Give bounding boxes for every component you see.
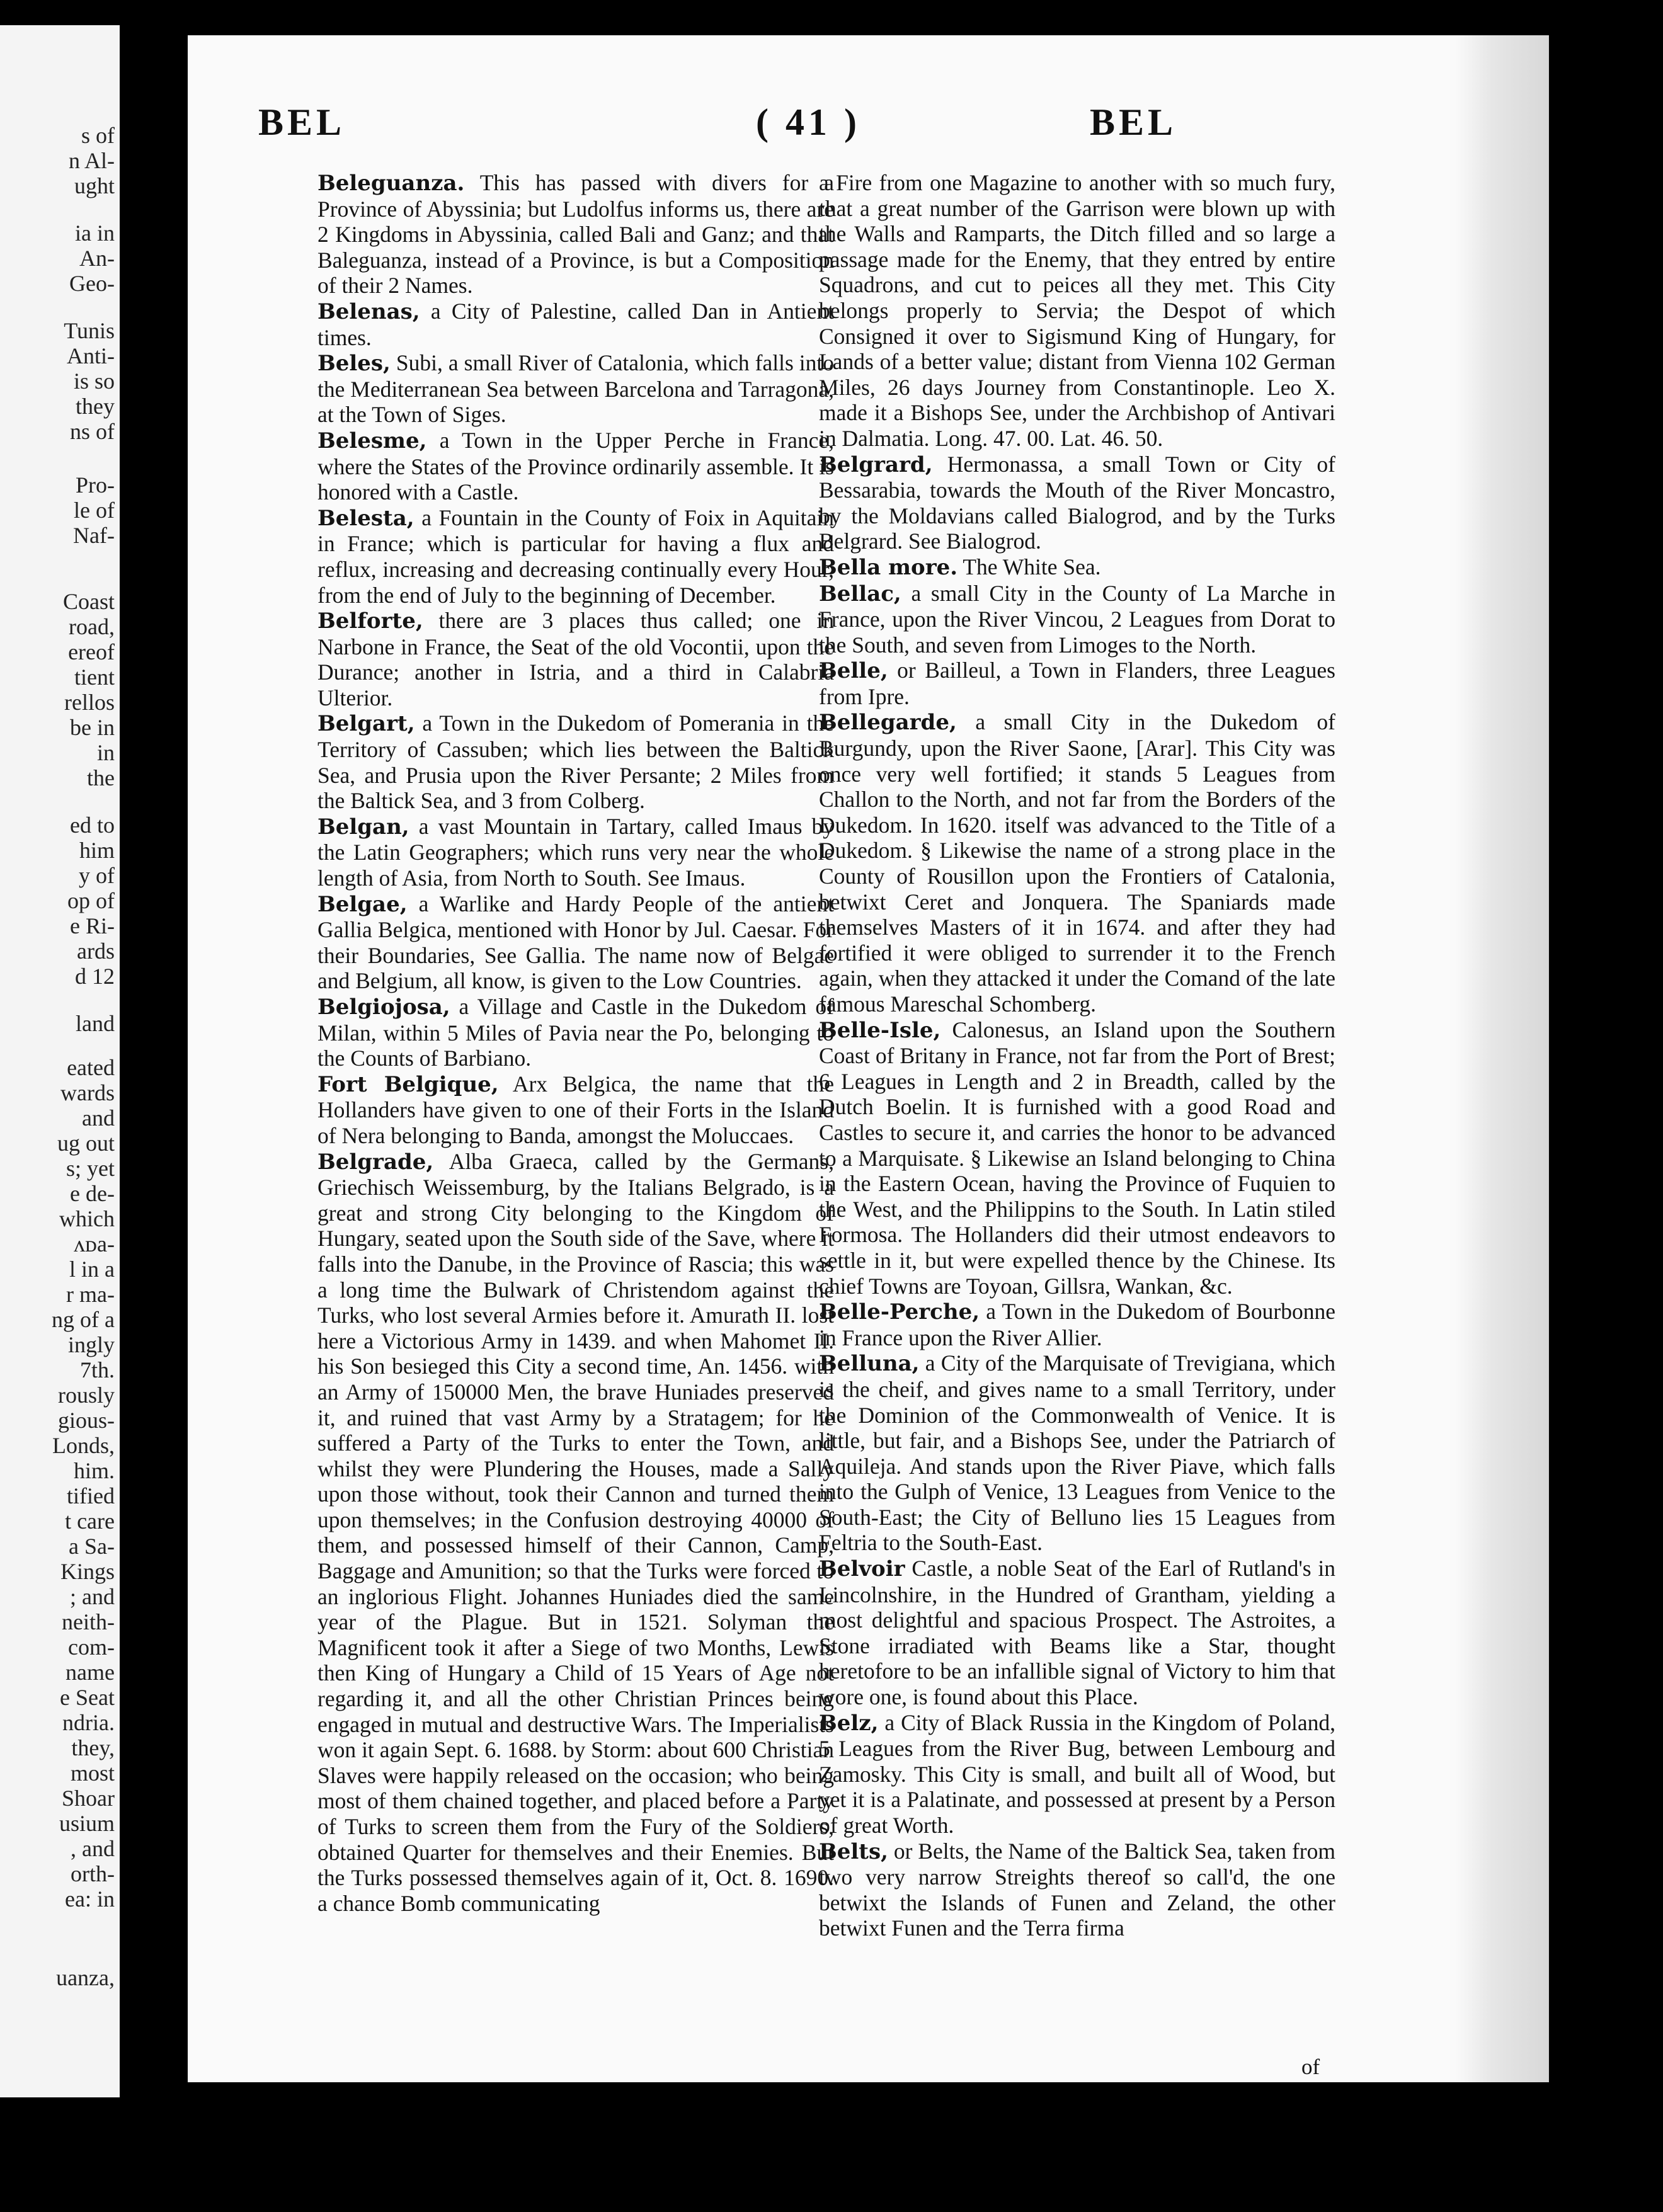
entry-text: Alba Graeca, called by the Germans, Griechisch Weissemburg, by the Italians Belgrado, is a great and strong City belonging to the Kingdom of Hungary, seated upon the South side of the Save, where it falls into the Danube, in the Province of Rascia; this was a long time the Bulwark of Christendom against the Turks, who lost several Armies before it. Amurath II. lost here a Victorious Army in 1439. and when Mahomet II. his Son besieged this City a second time, An. 1456. with an Army of 150000 Men, the brave Huniades preserved it, and ruined that vast Army by a Stratagem; for he suffered a Party of the Turks to enter the Town, and whilst they were Plundering the Houses, made a Sally upon those without, took their Cannon and turned them upon themselves; in the Confusion destroying 40000 of them, and possessed himself of their Cannon, Camp, Baggage and Amunition; so that the Turks were forced to an inglorious Flight. Johannes Huniades died the same year of the Plague. But in 1521. Solyman the Magnificent took it after a Siege of two Months, Lewis then King of Hungary a Child of 15 Years of Age not regarding it, and all the other Christian Princes being engaged in mutual and destructive Wars. The Imperialists won it again Sept. 6. 1688. by Storm: about 600 Christian Slaves were happily released on the occasion; who being most of them chained together, and placed before a Party of Turks to screen them from the Fury of the Soldiers, obtained Quarter for themselves and their Enemies. But the Turks possessed themselves again of it, Oct. 8. 1690. a chance Bomb communicating — [317, 1148, 834, 1916]
entry-text: This has passed with divers for a Province of Abyssinia; but Ludolfus informs us, there are 2 Kingdoms in Abyssinia, called Bali and Ganz; and that Baleguanza, instead of a Province, is but a Composition of their 2 Names. — [317, 170, 834, 299]
entry-headword: Belenas, — [317, 299, 420, 324]
previous-page-text-fragment: they — [76, 394, 115, 419]
previous-page-text-fragment: ᴧᴅa- — [74, 1231, 115, 1257]
previous-page-text-fragment: be in — [70, 715, 115, 740]
entry-text: a Village and Castle in the Dukedom of Milan, within 5 Miles of Pavia near the Po, belonging to the Counts of Barbiano. — [317, 994, 834, 1071]
entry-headword: Belgart, — [317, 711, 415, 737]
entry-headword: Beles, — [317, 351, 391, 377]
previous-page-text-fragment: com- — [68, 1634, 115, 1660]
catchword: of — [1301, 2055, 1320, 2079]
previous-page-text-fragment: the — [87, 765, 115, 790]
entry-text: Calonesus, an Island upon the Southern Coast of Britany in France, not far from the Port of Brest; 6 Leagues in Length and 2 in Breadth, called by the Dutch Boelin. It is furnished with a good Road and Castles to secure it, and carries the honor to be advanced to a Marquisate. § Likewise an Island belonging to China in the Eastern Ocean, having the Province of Fuquien to the West, and the Philippins to the South. In Latin stiled Formosa. The Hollanders did their utmost endeavors to settle in it, but were expelled thence by the Chinese. Its chief Towns are Toyoan, Gillsra, Wankan, &c. — [819, 1017, 1335, 1299]
previous-page-text-fragment: a Sa- — [69, 1534, 115, 1559]
previous-page-text-fragment: ns of — [70, 419, 115, 444]
entry-headword: Belz, — [819, 1710, 879, 1736]
previous-page-text-fragment: Kings — [60, 1559, 115, 1584]
dictionary-entry — [317, 1071, 834, 1149]
entry-headword: Belesta, — [317, 505, 414, 531]
dictionary-entry — [819, 1299, 1335, 1350]
dictionary-entry — [819, 1839, 1335, 1941]
previous-page-text-fragment: him. — [73, 1458, 115, 1483]
previous-page-text-fragment: ia in — [75, 220, 115, 246]
entry-text: or Bailleul, a Town in Flanders, three Leagues from Ipre. — [819, 658, 1335, 709]
entry-headword: Belgrade, — [317, 1149, 434, 1175]
entry-headword: Belvoir — [819, 1556, 905, 1582]
previous-page-fragment — [0, 25, 120, 2097]
previous-page-text-fragment: most — [70, 1760, 115, 1786]
entry-text: a Town in the Dukedom of Bourbonne in France upon the River Allier. — [819, 1299, 1335, 1350]
previous-page-text-fragment: y of — [79, 863, 115, 888]
previous-page-text-fragment: s of — [81, 123, 115, 148]
previous-page-text-fragment: wards — [60, 1080, 115, 1105]
running-head-right: BEL — [1090, 101, 1177, 143]
entry-headword: Beleguanza. — [317, 171, 465, 196]
page-number: ( 41 ) — [756, 101, 860, 143]
previous-page-text-fragment: ingly — [67, 1332, 115, 1357]
previous-page-text-fragment: eated — [67, 1055, 115, 1080]
dictionary-entry — [317, 505, 834, 608]
dictionary-entry — [317, 994, 834, 1071]
entry-text: a Fire from one Magazine to another with so much fury, that a great number of the Garrison were blown up with the Walls and Ramparts, the Ditch filled and so large a passage made for the Enemy, that they entred by entire Squadrons, and cut to peices all they met. This City belongs properly to Servia; the Despot of which Consigned it over to Sigismund King of Hungary, for Lands of a better value; distant from Vienna 102 German Miles, 26 days Journey from Constantinople. Leo X. made it a Bishops See, under the Archbishop of Antivari in Dalmatia. Long. 47. 00. Lat. 46. 50. — [819, 170, 1335, 451]
entry-headword: Belgrard, — [819, 452, 933, 477]
dictionary-entry — [819, 1350, 1335, 1556]
entry-text: a Fountain in the County of Foix in Aquitain in France; which is particular for having a flux and reflux, increasing and decreasing continually every Hour, from the end of July to the beginning of December. — [317, 505, 834, 608]
previous-page-text-fragment: Geo- — [69, 271, 115, 296]
dictionary-entry — [317, 299, 834, 350]
previous-page-text-fragment: in — [96, 740, 115, 765]
entry-text: Arx Belgica, the name that the Hollanders have given to one of their Forts in the Island of Nera belonging to Banda, amongst the Moluccaes. — [317, 1071, 834, 1148]
dictionary-entry — [317, 1149, 834, 1917]
left-column — [317, 170, 834, 1916]
entry-headword: Belluna, — [819, 1351, 920, 1377]
previous-page-text-fragment: Pro- — [76, 472, 115, 498]
previous-page-text-fragment: Tunis — [64, 318, 115, 343]
previous-page-text-fragment: An- — [79, 246, 115, 271]
entry-headword: Belts, — [819, 1839, 888, 1864]
previous-page-text-fragment: Shoar — [62, 1786, 115, 1811]
entry-headword: Belesme, — [317, 428, 427, 453]
dictionary-entry — [819, 709, 1335, 1017]
previous-page-text-fragment: Coast — [62, 589, 115, 614]
previous-page-text-fragment: ards — [77, 938, 115, 964]
previous-page-text-fragment: tified — [67, 1483, 115, 1508]
entry-text: a Town in the Upper Perche in France, where the States of the Province ordinarily assemble. It is honored with a Castle. — [317, 427, 834, 505]
dictionary-entry — [317, 428, 834, 505]
previous-page-text-fragment: , and — [71, 1836, 115, 1861]
dictionary-entry — [317, 891, 834, 994]
entry-text: a Town in the Dukedom of Pomerania in the Territory of Cassuben; which lies between the Baltick Sea, and Prusia upon the River Persante; 2 Miles from the Baltick Sea, and 3 from Colberg. — [317, 710, 834, 814]
dictionary-entry — [819, 554, 1335, 581]
entry-headword: Belle-Perche, — [819, 1299, 980, 1325]
previous-page-text-fragment: and — [82, 1105, 115, 1131]
previous-page-text-fragment: ng of a — [52, 1307, 115, 1332]
dictionary-entry — [819, 1710, 1335, 1839]
entry-headword: Bellac, — [819, 581, 901, 607]
entry-text: a Warlike and Hardy People of the antient Gallia Belgica, mentioned with Honor by Jul. Caesar. For their Boundaries, See Gallia. The name now of Belgae and Belgium, all know, is given to the Low Countries. — [317, 891, 834, 994]
previous-page-text-fragment: t care — [65, 1508, 115, 1534]
entry-text: or Belts, the Name of the Baltick Sea, taken from two very narrow Streights thereof so call'd, the one betwixt the Islands of Funen and Zeland, the other betwixt Funen and the Terra firma — [819, 1838, 1335, 1941]
previous-page-text-fragment: neith- — [62, 1609, 115, 1634]
entry-text: a small City in the County of La Marche in France, upon the River Vincou, 2 Leagues from Dorat to the South, and seven from Limoges to the North. — [819, 580, 1335, 658]
previous-page-text-fragment: name — [66, 1660, 115, 1685]
previous-page-text-fragment: l in a — [69, 1257, 115, 1282]
previous-page-text-fragment: op of — [67, 888, 115, 913]
previous-page-text-fragment: uanza, — [56, 1965, 115, 1990]
previous-page-text-fragment: e Seat — [60, 1685, 115, 1710]
entry-text: a City of the Marquisate of Trevigiana, which is the cheif, and gives name to a small Territory, under the Dominion of the Commonwealth of Venice. It is little, but fair, and a Bishops See, under the Patriarch of Aquileja. And stands upon the River Piave, which falls into the Gulph of Venice, 13 Leagues from Venice to the South-East; the City of Belluno lies 15 Leagues from Feltria to the South-East. — [819, 1350, 1335, 1556]
previous-page-text-fragment: Londs, — [52, 1433, 115, 1458]
dictionary-entry — [819, 1556, 1335, 1710]
entry-headword: Bella more. — [819, 554, 958, 580]
dictionary-entry — [317, 710, 834, 813]
dictionary-entry — [317, 350, 834, 428]
previous-page-text-fragment: him — [79, 838, 115, 863]
dictionary-entry — [317, 170, 834, 299]
entry-text: Hermonassa, a small Town or City of Bessarabia, towards the Mouth of the River Moncastro, by the Moldavians called Bialogrod, and by the Turks Belgrard. See Bialogrod. — [819, 451, 1335, 554]
previous-page-text-fragment: Naf- — [73, 523, 115, 548]
entry-text: The White Sea. — [957, 554, 1101, 579]
previous-page-text-fragment: d 12 — [75, 964, 115, 989]
previous-page-text-fragment: ed to — [70, 812, 115, 838]
entry-headword: Belgiojosa, — [317, 995, 450, 1020]
previous-page-text-fragment: they, — [71, 1735, 115, 1760]
dictionary-entry — [317, 608, 834, 710]
entry-headword: Belgan, — [317, 814, 409, 840]
dictionary-entry — [819, 170, 1335, 452]
dictionary-entry — [317, 814, 834, 891]
entry-text: a vast Mountain in Tartary, called Imaus by the Latin Geographers; which runs very near the whole length of Asia, from North to South. See Imaus. — [317, 813, 834, 891]
entry-text: a City of Palestine, called Dan in Antient times. — [317, 298, 834, 350]
entry-headword: Belforte, — [317, 608, 423, 634]
previous-page-text-fragment: r ma- — [66, 1282, 115, 1307]
previous-page-text-fragment: ea: in — [65, 1886, 115, 1912]
previous-page-text-fragment: ereof — [68, 639, 115, 664]
entry-headword: Bellegarde, — [819, 710, 957, 736]
previous-page-text-fragment: ught — [74, 173, 115, 198]
entry-text: there are 3 places thus called; one in Narbone in France, the Seat of the old Vocontii, upon the Durance; another in Istria, and a third in Calabria Ulterior. — [317, 608, 834, 710]
entry-text: Subi, a small River of Catalonia, which falls into the Mediterranean Sea between Barcelona and Tarragona, at the Town of Siges. — [317, 350, 834, 428]
previous-page-text-fragment: s; yet — [66, 1156, 115, 1181]
previous-page-text-fragment: ndria. — [62, 1710, 115, 1735]
right-column — [819, 170, 1335, 1941]
dictionary-entry — [819, 658, 1335, 709]
previous-page-text-fragment: Anti- — [67, 343, 115, 368]
dictionary-entry — [819, 452, 1335, 554]
page-edge-shadow — [1455, 35, 1548, 2082]
previous-page-text-fragment: usium — [59, 1811, 115, 1836]
entry-headword: Belle-Isle, — [819, 1017, 941, 1043]
entry-headword: Belgae, — [317, 891, 408, 917]
previous-page-text-fragment: gious- — [58, 1408, 115, 1433]
entry-text: Castle, a noble Seat of the Earl of Rutland's in Lincolnshire, in the Hundred of Grantham, yielding a most delightful and spacious Prospect. The Astroites, a Stone irradiated with Beams like a Star, thought heretofore to be an infallible signal of Victory to him that wore one, is found about this Place. — [819, 1556, 1335, 1710]
dictionary-entry — [819, 581, 1335, 658]
previous-page-text-fragment: tient — [74, 664, 115, 690]
entry-text: a City of Black Russia in the Kingdom of Poland, 5 Leagues from the River Bug, between Lembourg and Zamosky. This City is small, and built all of Wood, but yet it is a Palatinate, and possessed at present by a Person of great Worth. — [819, 1709, 1335, 1838]
previous-page-text-fragment: ; and — [70, 1584, 115, 1609]
previous-page-text-fragment: orth- — [71, 1861, 115, 1886]
running-head-left: BEL — [258, 101, 346, 143]
previous-page-text-fragment: which — [59, 1206, 115, 1231]
previous-page-text-fragment: 7th. — [79, 1357, 115, 1382]
previous-page-text-fragment: is so — [73, 368, 115, 394]
dictionary-entry — [819, 1017, 1335, 1299]
entry-headword: Fort Belgique, — [317, 1071, 499, 1097]
previous-page-text-fragment: e Ri- — [70, 913, 115, 938]
previous-page-text-fragment: rously — [58, 1382, 115, 1408]
previous-page-text-fragment: rellos — [64, 690, 115, 715]
previous-page-text-fragment: le of — [74, 498, 115, 523]
previous-page-text-fragment: n Al- — [68, 148, 115, 173]
entry-text: a small City in the Dukedom of Burgundy, upon the River Saone, [Arar]. This City was once very well fortified; it stands 5 Leagues from Challon to the North, and not far from the Borders of the Dukedom. In 1620. itself was advanced to the Title of a Dukedom. § Likewise the name of a strong place in the County of Rousillon upon the Frontiers of Catalonia, betwixt Ceret and Jonquera. The Spaniards made themselves Masters of it in 1674. and after they had fortified it were obliged to surrender it to the French again, when they attacked it under the Comand of the late famous Mareschal Schomberg. — [819, 709, 1335, 1017]
previous-page-text-fragment: ug out — [57, 1131, 115, 1156]
previous-page-text-fragment: road, — [69, 614, 115, 639]
entry-headword: Belle, — [819, 658, 888, 684]
gutter — [120, 0, 188, 2212]
previous-page-text-fragment: land — [76, 1011, 115, 1036]
previous-page-text-fragment: e de- — [70, 1181, 115, 1206]
